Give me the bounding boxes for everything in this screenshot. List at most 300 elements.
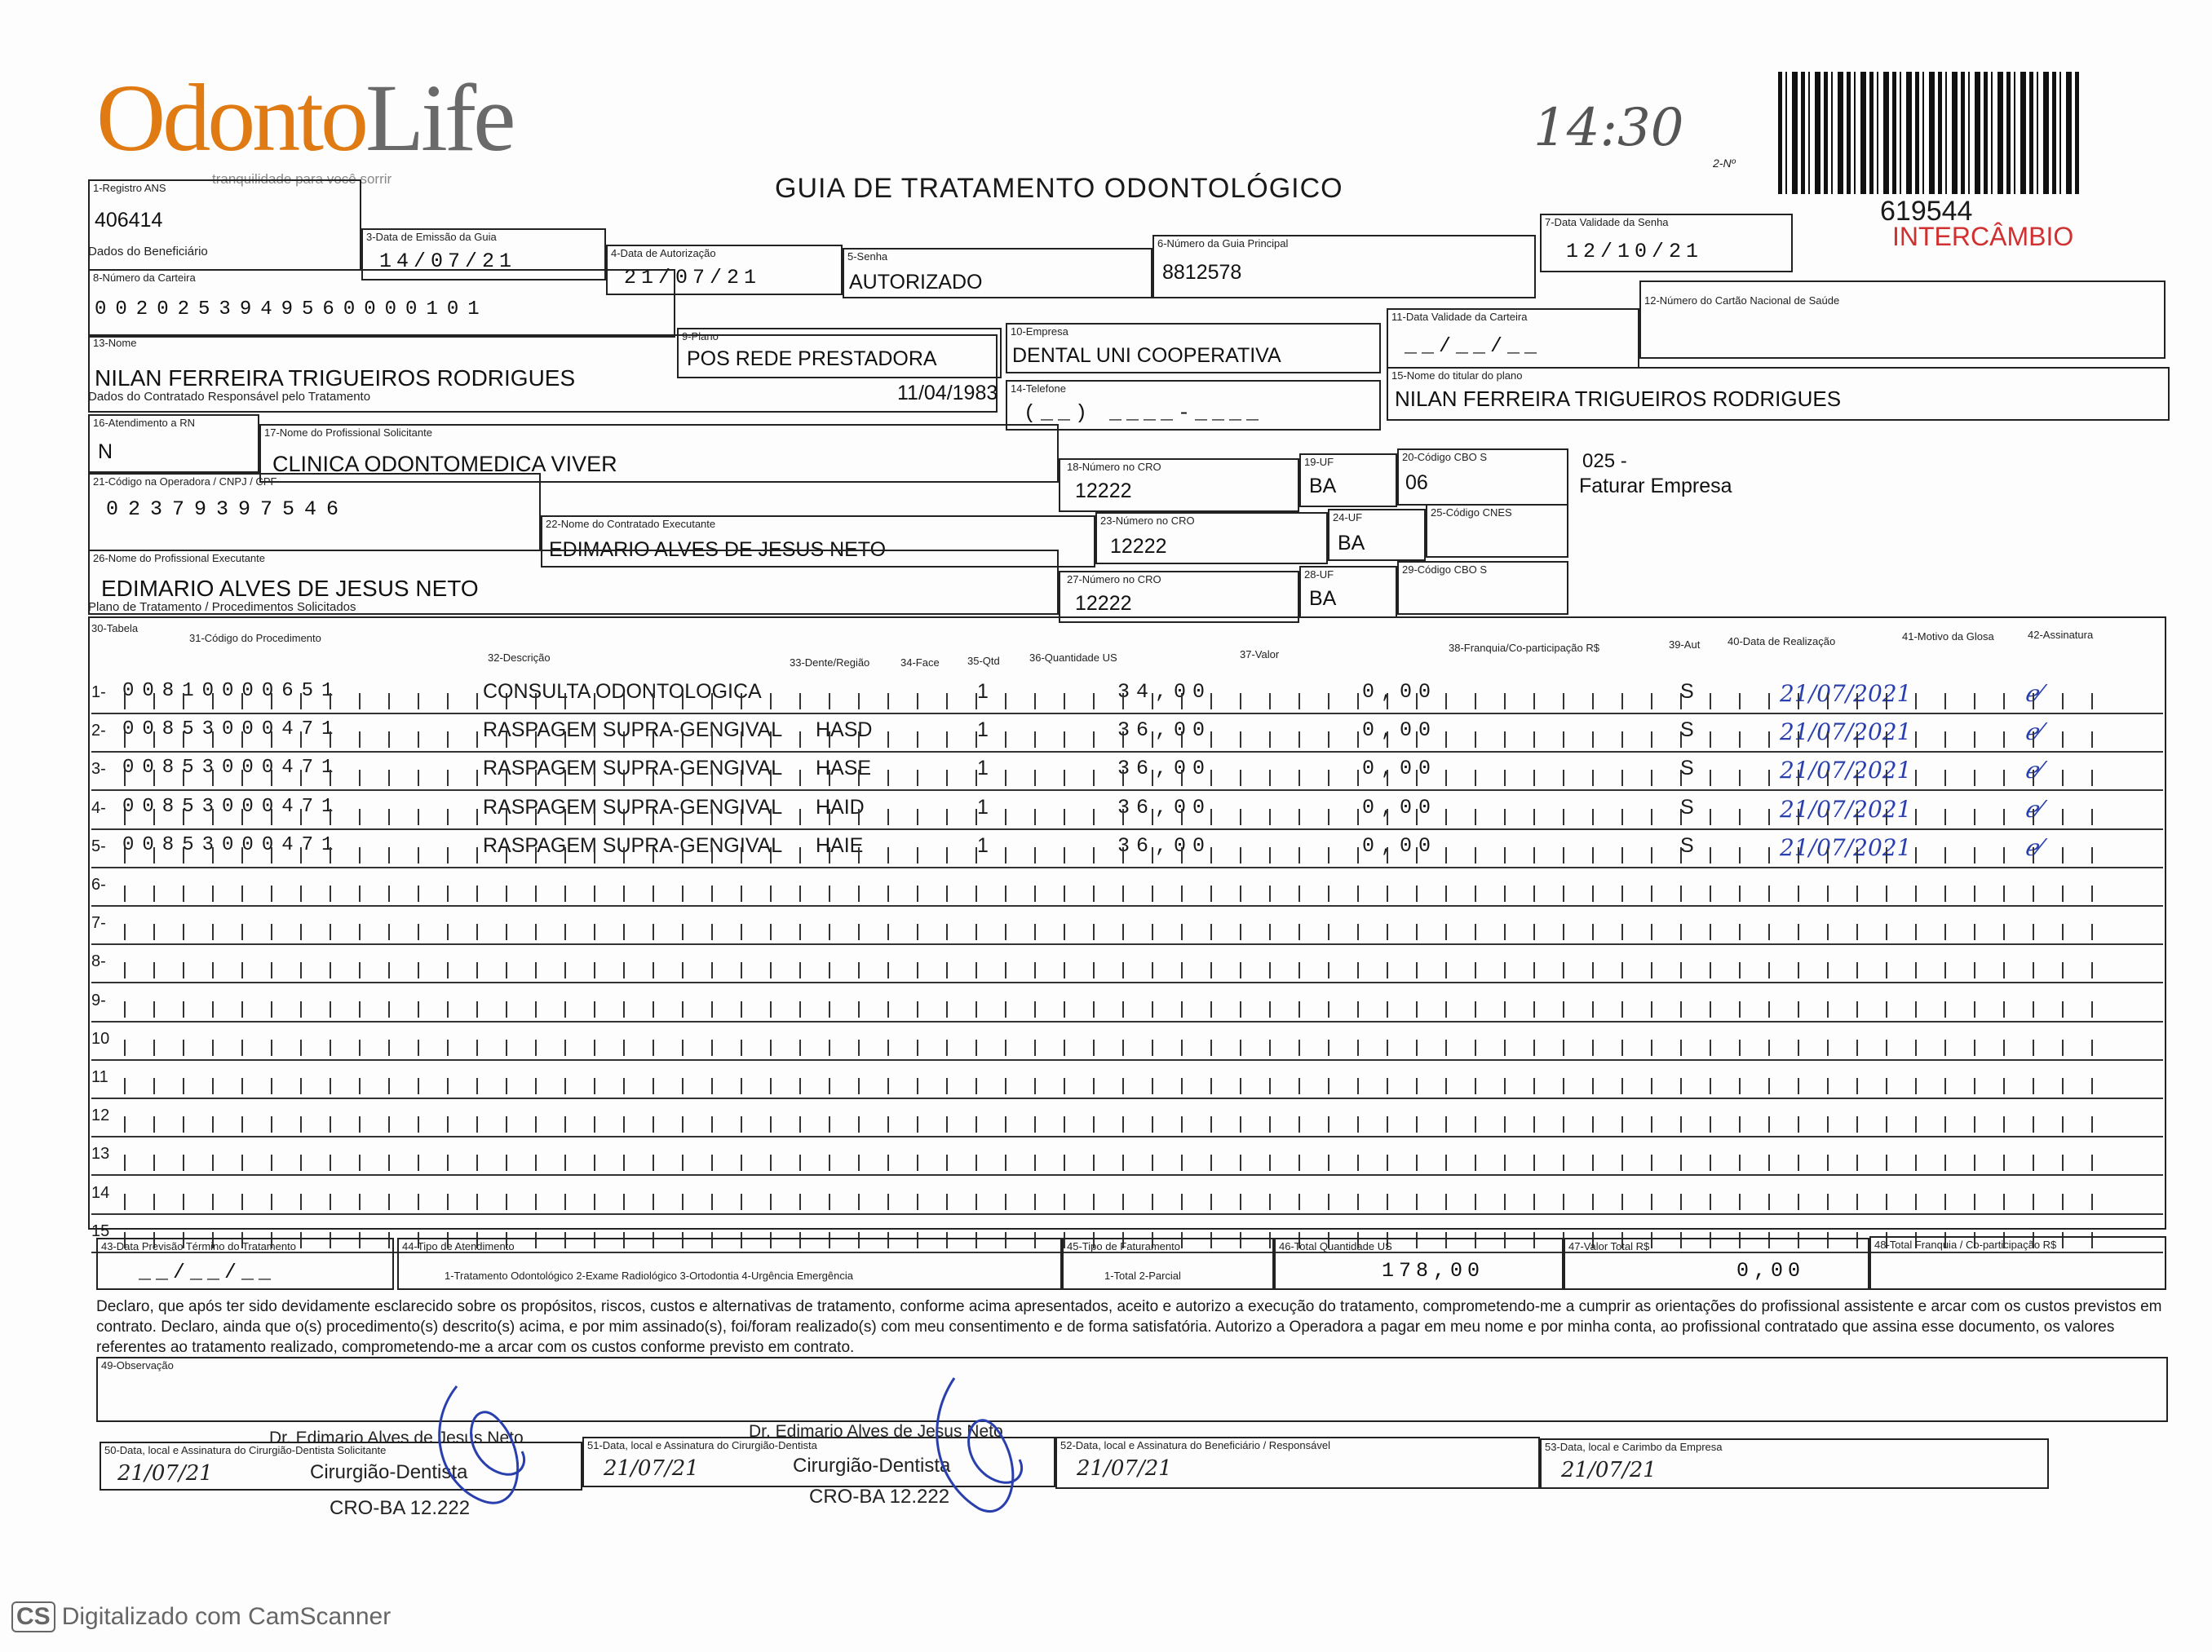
tick: [1944, 1155, 1946, 1171]
tick: [1064, 886, 1065, 902]
section-plano-tratamento: Plano de Tratamento / Procedimentos Solicitados: [88, 600, 356, 614]
realization-date: 21/07/2021: [1780, 757, 1912, 784]
tick: [741, 886, 742, 902]
tick: [1357, 1194, 1359, 1210]
tick: [1328, 886, 1329, 902]
tooth-region: HAID: [816, 795, 865, 819]
field-assinatura-beneficiario: [1055, 1437, 1540, 1489]
tick: [447, 847, 449, 864]
tick: [418, 1155, 419, 1171]
tick: [1181, 731, 1183, 748]
tick: [1915, 1116, 1917, 1133]
tick: [1798, 693, 1799, 709]
value: 12222: [1075, 479, 1132, 502]
value: 12222: [1075, 592, 1132, 615]
tick: [2062, 693, 2064, 709]
tick: [1563, 847, 1564, 864]
value: NILAN FERREIRA TRIGUEIROS RODRIGUES: [1395, 386, 1842, 411]
tick: [946, 1116, 948, 1133]
tick: [741, 1116, 742, 1133]
quantity-us: 34,00: [1117, 680, 1212, 704]
tick: [2091, 1155, 2093, 1171]
tick: [623, 1194, 625, 1210]
realization-date: 21/07/2021: [1780, 795, 1912, 823]
tick: [1122, 1194, 1124, 1210]
tick: [1533, 847, 1535, 864]
tick: [447, 1155, 449, 1171]
tick: [1768, 693, 1770, 709]
tick: [1357, 847, 1359, 864]
tick: [535, 1194, 537, 1210]
tick: [1563, 693, 1564, 709]
tick: [770, 693, 772, 709]
tick: [946, 731, 948, 748]
tick: [1915, 1078, 1917, 1094]
tick: [153, 809, 155, 825]
field-tipo-atendimento: [397, 1238, 1062, 1290]
tick: [1533, 1194, 1535, 1210]
tick: [535, 962, 537, 978]
tick: [506, 1116, 507, 1133]
tick: [1974, 693, 1975, 709]
tick: [858, 1116, 860, 1133]
value: 06: [1405, 471, 1428, 494]
tick: [241, 770, 243, 786]
tick: [1387, 847, 1388, 864]
tick: [975, 1155, 977, 1171]
tick: [858, 1155, 860, 1171]
tick: [1827, 1001, 1829, 1018]
tick: [887, 1116, 889, 1133]
value: 21/07/21: [604, 1456, 699, 1481]
tick: [1886, 962, 1887, 978]
tick: [1592, 1001, 1594, 1018]
tick: [1034, 1194, 1036, 1210]
tick: [799, 1040, 801, 1056]
tick: [1533, 1040, 1535, 1056]
tick: [241, 924, 243, 940]
procedure-description: RASPAGEM SUPRA-GENGIVAL: [483, 757, 783, 780]
col-codigo: 31-Código do Procedimento: [189, 632, 321, 644]
tick: [1034, 693, 1036, 709]
tick: [271, 770, 272, 786]
tick: [1710, 962, 1711, 978]
tick: [682, 1116, 684, 1133]
tick: [1064, 962, 1065, 978]
label: 14-Telefone: [1011, 382, 1066, 395]
tick: [1533, 1116, 1535, 1133]
col-franquia: 38-Franquia/Co-participação R$: [1449, 642, 1599, 654]
tick: [623, 731, 625, 748]
tick: [1445, 731, 1447, 748]
tick: [1357, 731, 1359, 748]
tick: [359, 962, 361, 978]
tick: [1739, 1040, 1741, 1056]
tick: [1240, 1001, 1241, 1018]
tick: [975, 1116, 977, 1133]
tick: [2062, 1194, 2064, 1210]
tick: [1768, 1155, 1770, 1171]
tick: [1974, 770, 1975, 786]
tick: [594, 1116, 595, 1133]
tick: [388, 1001, 390, 1018]
tick: [388, 847, 390, 864]
tick: [1504, 1078, 1506, 1094]
procedure-description: RASPAGEM SUPRA-GENGIVAL: [483, 795, 783, 819]
tick: [1181, 1040, 1183, 1056]
tick: [153, 731, 155, 748]
tick: [1886, 1040, 1887, 1056]
tick: [1886, 693, 1887, 709]
tick: [1710, 770, 1711, 786]
tick: [271, 1155, 272, 1171]
tick: [711, 693, 713, 709]
label: 9-Plano: [682, 330, 719, 342]
tick: [741, 1194, 742, 1210]
tick: [1152, 1194, 1153, 1210]
field-valor-total: [1564, 1238, 1869, 1290]
tick: [917, 1078, 918, 1094]
tick: [858, 847, 860, 864]
stamp-cro-1: CRO-BA 12.222: [330, 1497, 471, 1519]
tick: [1475, 1078, 1476, 1094]
tick: [1592, 962, 1594, 978]
tick: [799, 1001, 801, 1018]
section-contratado: Dados do Contratado Responsável pelo Tratamento: [88, 390, 371, 404]
tick: [124, 809, 126, 825]
label: 20-Código CBO S: [1402, 451, 1488, 463]
tick: [1621, 1040, 1623, 1056]
tick: [770, 1194, 772, 1210]
tooth-region: HAIE: [816, 833, 864, 857]
tick: [946, 847, 948, 864]
tick: [1298, 1078, 1300, 1094]
tick: [124, 886, 126, 902]
tick: [124, 1116, 126, 1133]
tick: [1269, 886, 1271, 902]
tick: [1680, 693, 1682, 709]
tick: [1563, 770, 1564, 786]
realization-date: 21/07/2021: [1780, 680, 1912, 707]
tick: [212, 809, 214, 825]
tick: [212, 1001, 214, 1018]
tick: [1357, 1116, 1359, 1133]
tick: [1357, 962, 1359, 978]
tick: [1093, 924, 1095, 940]
authorized: S: [1680, 795, 1694, 819]
tick: [741, 809, 742, 825]
tick: [858, 693, 860, 709]
tick: [447, 1078, 449, 1094]
tick: [975, 1078, 977, 1094]
value: BA: [1309, 475, 1337, 497]
tick: [2033, 770, 2034, 786]
camscanner-text: Digitalizado com CamScanner: [61, 1603, 392, 1630]
tick: [153, 924, 155, 940]
tick: [975, 809, 977, 825]
tick: [1298, 731, 1300, 748]
tick: [153, 962, 155, 978]
signature-scribble-1: [408, 1370, 555, 1533]
tick: [887, 962, 889, 978]
col-face: 34-Face: [900, 656, 940, 669]
table-row: [91, 831, 2163, 868]
tick: [1974, 1040, 1975, 1056]
tick: [1064, 1116, 1065, 1133]
tick: [1328, 847, 1329, 864]
tick: [1621, 1001, 1623, 1018]
tick: [1710, 886, 1711, 902]
field-empresa: [1006, 323, 1381, 373]
tick: [1533, 924, 1535, 940]
tick: [1856, 962, 1858, 978]
tick: [975, 1040, 977, 1056]
tick: [1533, 1155, 1535, 1171]
tick: [1563, 1078, 1564, 1094]
tick: [799, 847, 801, 864]
tick: [271, 1001, 272, 1018]
tick: [1445, 1116, 1447, 1133]
tick: [623, 693, 625, 709]
tick: [2091, 847, 2093, 864]
tick: [887, 1040, 889, 1056]
tick: [212, 693, 214, 709]
label: 44-Tipo de Atendimento: [402, 1240, 515, 1252]
table-row: [91, 1177, 2163, 1215]
tick: [1181, 924, 1183, 940]
tick: [2033, 1194, 2034, 1210]
tick: [1416, 809, 1418, 825]
tick: [1122, 770, 1124, 786]
tick: [653, 962, 654, 978]
tick: [1416, 1155, 1418, 1171]
tick: [1915, 1155, 1917, 1171]
tick: [1886, 809, 1887, 825]
tick: [858, 770, 860, 786]
side-text: Faturar Empresa: [1579, 475, 1732, 497]
tick: [1240, 924, 1241, 940]
tick: [1181, 693, 1183, 709]
tick: [1181, 1078, 1183, 1094]
tick: [1651, 1194, 1652, 1210]
tick: [1739, 809, 1741, 825]
tick: [1034, 1155, 1036, 1171]
tick: [300, 1155, 302, 1171]
tick: [770, 847, 772, 864]
value: 0020253949560000101: [95, 298, 489, 320]
tick: [1240, 1194, 1241, 1210]
tick: [799, 693, 801, 709]
realization-date: 21/07/2021: [1780, 833, 1912, 861]
tick: [1298, 1194, 1300, 1210]
value: 8812578: [1162, 261, 1242, 284]
tick: [418, 886, 419, 902]
tick: [2091, 1078, 2093, 1094]
tick: [2003, 693, 2005, 709]
tick: [506, 886, 507, 902]
label: 13-Nome: [93, 337, 137, 349]
tick: [1210, 1194, 1212, 1210]
tick: [388, 962, 390, 978]
value: POS REDE PRESTADORA: [687, 347, 937, 370]
tick: [330, 847, 331, 864]
tick: [2003, 770, 2005, 786]
tick: [623, 1001, 625, 1018]
tick: [506, 1078, 507, 1094]
tick: [476, 847, 478, 864]
tick: [1974, 1001, 1975, 1018]
tick: [829, 770, 830, 786]
value: 178,00: [1382, 1259, 1485, 1283]
authorized: S: [1680, 757, 1694, 780]
tick: [1533, 1001, 1535, 1018]
tick: [535, 924, 537, 940]
tick: [183, 1116, 184, 1133]
authorized: S: [1680, 718, 1694, 742]
tick: [653, 1155, 654, 1171]
tick: [1827, 693, 1829, 709]
tick: [1974, 809, 1975, 825]
tick: [682, 693, 684, 709]
tick: [682, 731, 684, 748]
value: NILAN FERREIRA TRIGUEIROS RODRIGUES: [95, 365, 576, 391]
tick: [829, 809, 830, 825]
label: 27-Número no CRO: [1067, 573, 1161, 585]
tick: [535, 1078, 537, 1094]
value: AUTORIZADO: [849, 271, 983, 294]
row-number: 1-: [91, 683, 106, 701]
tick: [1240, 693, 1241, 709]
tick: [271, 1078, 272, 1094]
tick: [1005, 886, 1006, 902]
declaration-text: Declaro, que após ter sido devidamente esclarecido sobre os propósitos, riscos, custos e alternativas de tratamento, conforme acima apresentados, aceito e autorizo a execução do tratamento, comprometendo-me a cumprir as orientações do profissional assistente e arcar com os custos previstos em contrato. Declaro, ainda que o(s) procedimento(s) descrito(s) acima, e por mim assinado(s), foi/foram realizado(s) com meu consentimento e de forma satisfatória. Autorizo a Operadora a pagar em meu nome e por minha conta, ao profissional contratado que assina esse documento, os valores referentes ao tratamento realizado, comprometendo-me a arcar com os custos conforme previsto em contrato.: [96, 1298, 2162, 1356]
tick: [330, 809, 331, 825]
tick: [858, 924, 860, 940]
tick: [1445, 1001, 1447, 1018]
tick: [1328, 770, 1329, 786]
field-tipo-faturamento: [1062, 1238, 1274, 1290]
tick: [1122, 693, 1124, 709]
tick: [1504, 962, 1506, 978]
tick: [1328, 1155, 1329, 1171]
tick: [1710, 1078, 1711, 1094]
tick: [1651, 847, 1652, 864]
tick: [1416, 886, 1418, 902]
tick: [1298, 1040, 1300, 1056]
tick: [1387, 770, 1388, 786]
tick: [1827, 1155, 1829, 1171]
value: 21/07/21: [117, 1461, 213, 1486]
tick: [1621, 962, 1623, 978]
tick: [2033, 1078, 2034, 1094]
tick: [1856, 847, 1858, 864]
tick: [476, 770, 478, 786]
tick: [799, 1155, 801, 1171]
label: 21-Código na Operadora / CNPJ / CPF: [93, 475, 277, 488]
tick: [917, 924, 918, 940]
tick: [623, 962, 625, 978]
tick: [1445, 1078, 1447, 1094]
procedure-code: 00810000651: [122, 680, 342, 702]
tick: [946, 693, 948, 709]
tick: [623, 1116, 625, 1133]
tick: [887, 693, 889, 709]
tick: [447, 962, 449, 978]
label: 43-Data Previsão Término do Tratamento: [101, 1240, 296, 1252]
tick: [1475, 770, 1476, 786]
tick: [418, 1040, 419, 1056]
tick: [1651, 770, 1652, 786]
tick: [1034, 731, 1036, 748]
tick: [535, 1001, 537, 1018]
tick: [535, 1155, 537, 1171]
tick: [1122, 1116, 1124, 1133]
tick: [1445, 886, 1447, 902]
tick: [711, 731, 713, 748]
tick: [330, 1155, 331, 1171]
tick: [241, 886, 243, 902]
tick: [359, 770, 361, 786]
tick: [388, 1194, 390, 1210]
tick: [1122, 847, 1124, 864]
tick: [858, 962, 860, 978]
tick: [1504, 1155, 1506, 1171]
tick: [1944, 1116, 1946, 1133]
tick: [1739, 731, 1741, 748]
tick: [1181, 1001, 1183, 1018]
tick: [212, 1040, 214, 1056]
value: BA: [1309, 587, 1337, 610]
tick: [1915, 886, 1917, 902]
tick: [1269, 770, 1271, 786]
label: 25-Código CNES: [1431, 506, 1512, 519]
intercambio-stamp: INTERCÂMBIO: [1892, 222, 2074, 251]
tick: [1210, 924, 1212, 940]
tick: [1621, 847, 1623, 864]
tick: [1680, 1116, 1682, 1133]
col-valor: 37-Valor: [1240, 648, 1280, 660]
label: 19-UF: [1304, 456, 1334, 468]
tick: [1710, 924, 1711, 940]
tick: [1944, 731, 1946, 748]
label: 18-Número no CRO: [1067, 461, 1161, 473]
tick: [1064, 693, 1065, 709]
tick: [564, 809, 566, 825]
tick: [1798, 1116, 1799, 1133]
tick: [623, 1040, 625, 1056]
tick: [711, 770, 713, 786]
tick: [1680, 1155, 1682, 1171]
tick: [2091, 886, 2093, 902]
tick: [271, 731, 272, 748]
tick: [124, 1155, 126, 1171]
tick: [1651, 1078, 1652, 1094]
tick: [1034, 1078, 1036, 1094]
tick: [1768, 809, 1770, 825]
table-row: [91, 753, 2163, 791]
tick: [388, 809, 390, 825]
tick: [2003, 1155, 2005, 1171]
tick: [1387, 731, 1388, 748]
tick: [1122, 962, 1124, 978]
tick: [1005, 770, 1006, 786]
tick: [124, 1194, 126, 1210]
tick: [799, 731, 801, 748]
tick: [183, 693, 184, 709]
tick: [1680, 1078, 1682, 1094]
label: 45-Tipo de Faturamento: [1067, 1240, 1180, 1252]
tick: [2033, 731, 2034, 748]
